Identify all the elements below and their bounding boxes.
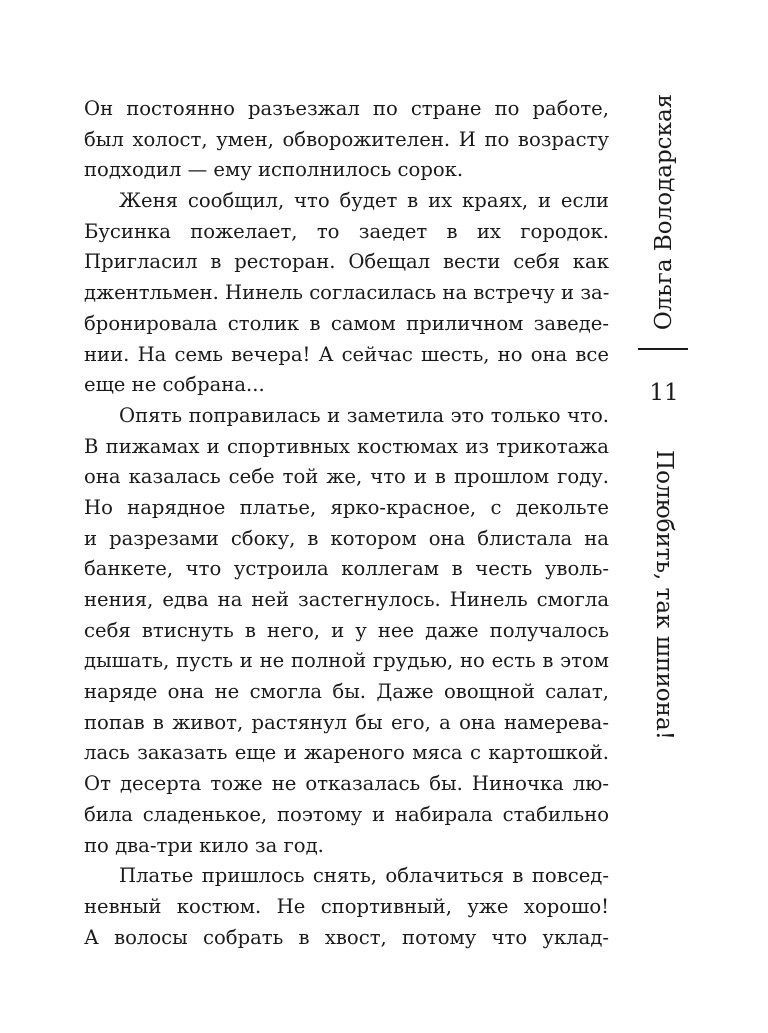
text-line: бронировала столик в самом приличном заведе- bbox=[84, 311, 609, 335]
text-line: еще не собрана... bbox=[84, 373, 265, 397]
text-line: подходил — ему исполнилось сорок. bbox=[84, 158, 464, 182]
body-text bbox=[84, 94, 609, 953]
text-line: и разрезами сбоку, в котором она блистала на bbox=[84, 526, 609, 550]
running-head-author: Ольга Володарская bbox=[651, 93, 677, 331]
text-line: джентльмен. Нинель согласилась на встречу и за- bbox=[84, 281, 610, 305]
text-line: била сладенькое, поэтому и набирала стабильно bbox=[84, 802, 609, 826]
text-line: наряде она не смогла бы. Даже овощной салат, bbox=[84, 680, 609, 704]
text-line: Бусинка пожелает, то заедет в их городок. bbox=[84, 219, 609, 243]
text-line: был холост, умен, обворожителен. И по возрасту bbox=[84, 127, 609, 151]
text-line: Он постоянно разъезжал по стране по работе, bbox=[84, 97, 609, 120]
text-line: себя втиснуть в него, и у нее даже получалось bbox=[84, 618, 609, 642]
text-line: Платье пришлось снять, облачиться в повсед- bbox=[119, 864, 609, 888]
text-line: Женя сообщил, что будет в их краях, и если bbox=[119, 189, 609, 213]
text-line: Но нарядное платье, ярко-красное, с декольте bbox=[84, 495, 609, 519]
text-line: Опять поправилась и заметила это только что. bbox=[119, 403, 609, 427]
text-line: попав в живот, растянул бы его, а она намерева- bbox=[84, 710, 609, 734]
text-line: От десерта тоже не отказалась бы. Ниночка лю- bbox=[84, 772, 609, 796]
text-line: Пригласил в ресторан. Обещал вести себя как bbox=[84, 250, 609, 274]
running-head-rule bbox=[638, 348, 688, 350]
text-line: нения, едва на ней застегнулось. Нинель смогла bbox=[84, 588, 609, 611]
text-line: дышать, пусть и не полной грудью, но есть в этом bbox=[84, 649, 609, 673]
text-line: В пижамах и спортивных костюмах из трикотажа bbox=[84, 434, 609, 458]
text-line: банкете, что устроила коллегам в честь уволь- bbox=[84, 557, 609, 581]
page-number: 11 bbox=[649, 380, 679, 406]
text-line: невный костюм. Не спортивный, уже хорошо! bbox=[84, 894, 609, 918]
text-line: она казалась себе той же, что и в прошлом году. bbox=[84, 465, 609, 489]
text-line: лась заказать еще и жареного мяса с картошкой. bbox=[84, 741, 609, 765]
text-line: А волосы собрать в хвост, потому что уклад- bbox=[84, 925, 609, 949]
running-head-title: Полюбить, так шпиона! bbox=[651, 450, 677, 740]
text-line: нии. На семь вечера! А сейчас шесть, но она все bbox=[84, 342, 609, 366]
text-line: по два-три кило за год. bbox=[84, 833, 324, 857]
